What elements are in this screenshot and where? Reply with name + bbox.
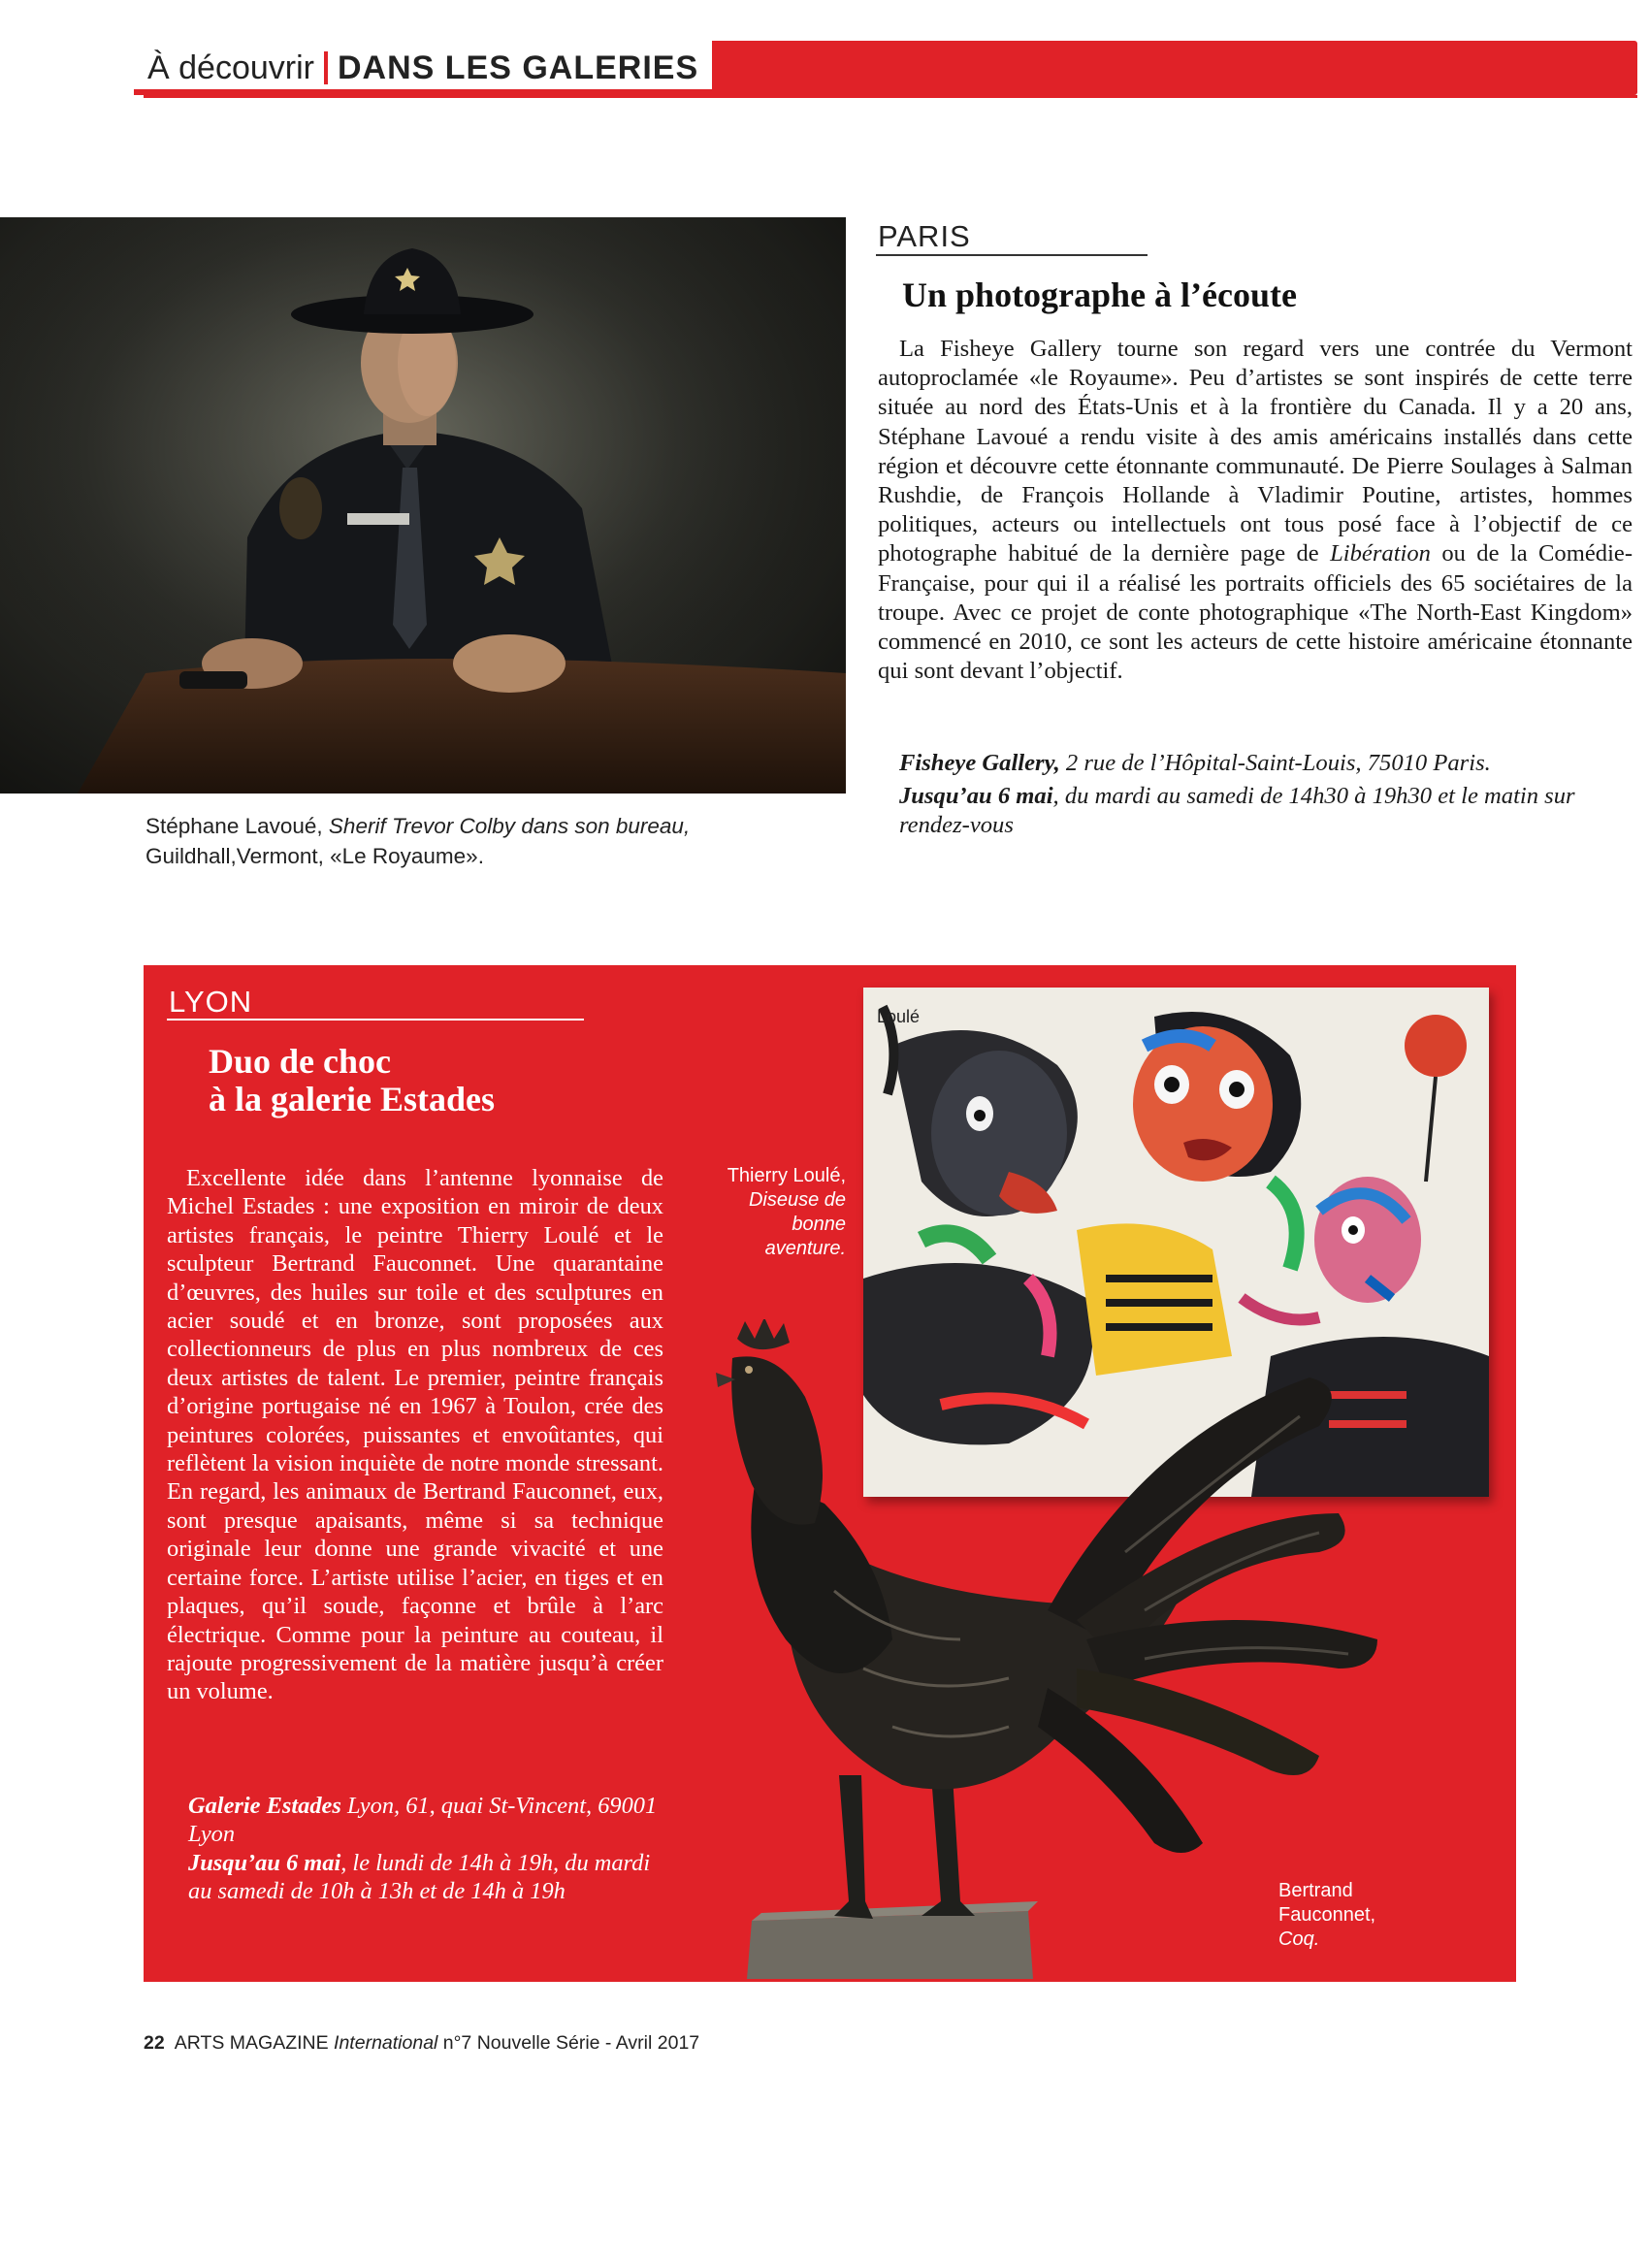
- sculpture-caption-artist-2: Fauconnet,: [1278, 1904, 1376, 1926]
- lyon-practical-info: [167, 1792, 663, 1906]
- lyon-article-title: [209, 1043, 495, 1118]
- lyon-venue-name: Galerie Estades: [188, 1793, 341, 1819]
- sculpture-caption: [1278, 1879, 1434, 1952]
- paris-venue-name: Fisheye Gallery,: [899, 750, 1060, 776]
- page-footer: [144, 2032, 699, 2055]
- paris-venue-address: 2 rue de l’Hôpital-Saint-Louis, 75010 Paris.: [1059, 750, 1491, 776]
- paris-rule: [876, 254, 1148, 256]
- section-header: [134, 41, 712, 95]
- paris-article-title: Un photographe à l’écoute: [902, 275, 1297, 314]
- painting-caption-title-3: aventure.: [764, 1238, 846, 1259]
- lyon-dates: [167, 1849, 663, 1906]
- paris-dates-strong: Jusqu’au 6 mai: [899, 783, 1053, 810]
- lyon-city-label: LYON: [169, 985, 253, 1019]
- painting-caption: [679, 1164, 846, 1261]
- paris-article-body: [878, 335, 1633, 686]
- painting-signature: Loulé: [877, 1007, 921, 1026]
- painting-caption-title-2: bonne: [792, 1214, 846, 1235]
- lyon-title-line1: Duo de choc: [209, 1042, 391, 1081]
- header-separator: [324, 51, 328, 84]
- paris-body-part2: ou de la Comédie-Française, pour qui il a réalisé les portraits officiels des 65 sociétaires de la troupe. Avec ce projet de conte photographique «The North-East Kingdom» commencé en 2010, ce sont les acteurs de cette histoire américaine étonnante qui sont devant l’objectif.: [878, 540, 1633, 685]
- paris-dates-rest: , du mardi au samedi de 14h30 à 19h30 et le matin sur rendez-vous: [899, 783, 1575, 839]
- footer-magazine: ARTS MAGAZINE: [174, 2032, 335, 2054]
- paris-venue: [878, 749, 1633, 778]
- paris-body-emphasis: Libération: [1330, 540, 1431, 567]
- header-underline: [144, 95, 1637, 98]
- lyon-article-body: Excellente idée dans l’antenne lyonnaise de Michel Estades : une exposition en miroir de deux artistes français, le peintre Thierry Loulé et le sculpteur Bertrand Fauconnet. Une quarantaine d’œuvres, des huiles sur toile et des sculptures en acier soudé et en bronze, sont proposées aux collectionneurs de plus en plus nombreux de ces deux artistes de talent. Le premier, peintre français d’origine portugaise né en 1967 à Toulon, crée des peintures colorées, puissantes et envoûtantes, qui reflètent la vision inquiète de notre monde stressant. En regard, les animaux de Bertrand Fauconnet, eux, sont presque apaisants, même si sa technique originale leur donne une grande vivacité et une certaine force. L’artiste utilise l’acier, en tiges et en plaques, qu’il soude, façonne et brûle à l’arc électrique. Comme pour la peinture au couteau, il rajoute progressivement de la matière jusqu’à créer un volume.: [167, 1165, 663, 1705]
- page-number: 22: [144, 2032, 165, 2054]
- paris-body-part1: La Fisheye Gallery tourne son regard vers une contrée du Vermont autoproclamée «le Royaume». Peu d’artistes se sont inspirés de cette terre située au nord des États-Unis et à la frontière du Canada. Il y a 20 ans, Stéphane Lavoué a rendu visite à des amis américains installés dans cette région et découvre cette étonnante communauté. De Pierre Soulages à Salman Rushdie, de François Hollande à Vladimir Poutine, artistes, hommes politiques, acteurs ou intellectuels ont tous posé face à l’objectif de ce photographe habitué de la dernière page de: [878, 336, 1633, 567]
- lyon-dates-rest: , le lundi de 14h à 19h, du mardi au samedi de 10h à 13h et de 14h à 19h: [188, 1849, 651, 1905]
- paris-dates: [878, 782, 1633, 840]
- lyon-title-line2: à la galerie Estades: [209, 1080, 495, 1118]
- caption-title: Sherif Trevor Colby dans son bureau,: [328, 814, 691, 838]
- paris-practical-info: [878, 749, 1633, 841]
- footer-magazine-em: International: [334, 2032, 438, 2054]
- caption-artist: Stéphane Lavoué,: [146, 814, 329, 838]
- footer-issue: n°7 Nouvelle Série - Avril 2017: [437, 2032, 700, 2054]
- paris-city-label: PARIS: [878, 219, 971, 253]
- sculpture-caption-title: Coq.: [1278, 1928, 1320, 1950]
- lyon-dates-strong: Jusqu’au 6 mai: [188, 1849, 341, 1876]
- lyon-venue-address: Lyon, 61, quai St-Vincent, 69001 Lyon: [188, 1793, 658, 1848]
- sculpture-caption-artist-1: Bertrand: [1278, 1880, 1353, 1901]
- photo-sheriff-portrait: [0, 217, 846, 794]
- caption-location: Guildhall,Vermont, «Le Royaume».: [146, 844, 484, 868]
- sheriff-illustration: [0, 217, 846, 794]
- header-kicker: À découvrir: [147, 49, 314, 86]
- lyon-rule: [167, 1019, 584, 1021]
- painting-caption-title-1: Diseuse de: [748, 1189, 846, 1211]
- lyon-venue: [167, 1792, 663, 1849]
- header-section: DANS LES GALERIES: [337, 49, 699, 86]
- photo-sheriff-caption: [146, 811, 844, 871]
- painting-caption-artist: Thierry Loulé,: [727, 1165, 846, 1186]
